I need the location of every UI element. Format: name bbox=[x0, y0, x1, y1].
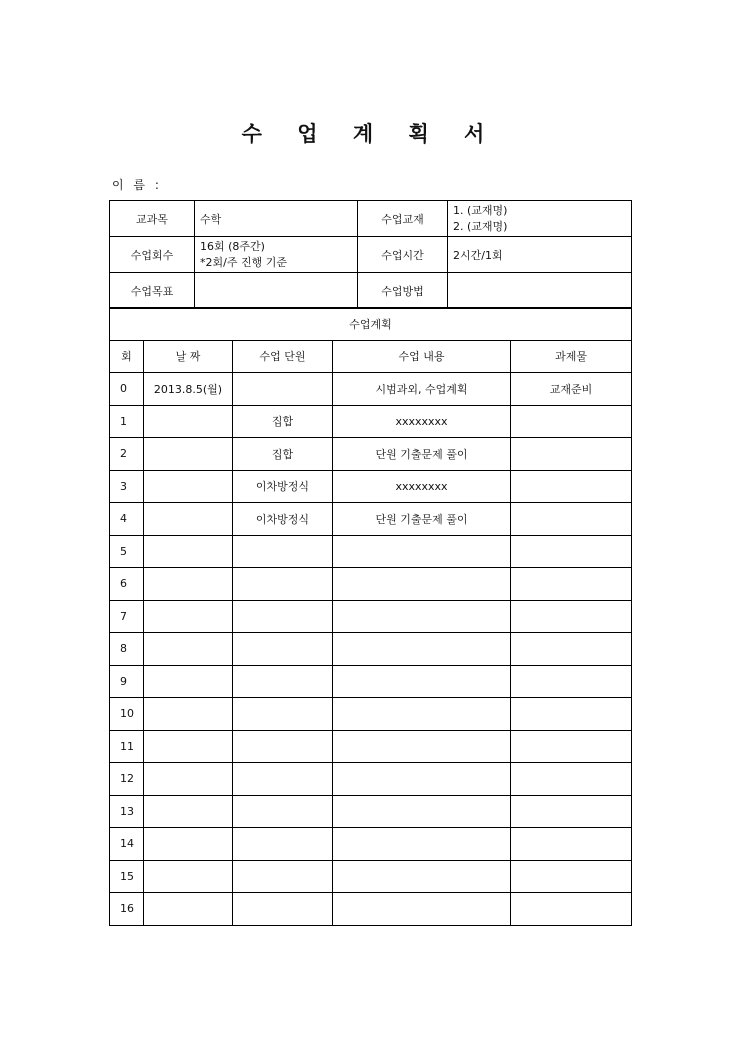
cell-unit[interactable] bbox=[233, 828, 333, 861]
cell-unit[interactable] bbox=[233, 893, 333, 926]
goal-label: 수업목표 bbox=[110, 273, 195, 309]
header-homework: 과제물 bbox=[511, 340, 632, 373]
table-row bbox=[110, 763, 632, 796]
table-row bbox=[110, 633, 632, 666]
cell-unit[interactable] bbox=[233, 373, 333, 406]
table-row bbox=[110, 730, 632, 763]
cell-unit[interactable] bbox=[233, 698, 333, 731]
cell-content[interactable] bbox=[333, 698, 511, 731]
cell-date[interactable] bbox=[144, 503, 233, 536]
plan-body bbox=[110, 373, 632, 926]
cell-date[interactable] bbox=[144, 893, 233, 926]
table-row bbox=[110, 503, 632, 536]
cell-no: 8 bbox=[110, 633, 144, 666]
cell-no: 3 bbox=[110, 470, 144, 503]
cell-homework[interactable]: 교재준비 bbox=[511, 373, 632, 406]
sessions-label: 수업회수 bbox=[110, 237, 195, 273]
cell-content[interactable] bbox=[333, 795, 511, 828]
cell-no: 10 bbox=[110, 698, 144, 731]
cell-content[interactable]: xxxxxxxx bbox=[333, 470, 511, 503]
cell-unit[interactable]: 이차방정식 bbox=[233, 470, 333, 503]
info-row-sessions bbox=[110, 237, 632, 273]
cell-homework[interactable] bbox=[511, 535, 632, 568]
cell-unit[interactable]: 집합 bbox=[233, 438, 333, 471]
cell-date[interactable] bbox=[144, 405, 233, 438]
name-label: 이 름 : bbox=[112, 178, 162, 192]
method-label: 수업방법 bbox=[358, 273, 448, 309]
sessions-line-1: 16회 (8주간) bbox=[200, 239, 265, 253]
textbook-value bbox=[448, 201, 632, 237]
method-value[interactable] bbox=[448, 273, 632, 309]
cell-content[interactable]: xxxxxxxx bbox=[333, 405, 511, 438]
cell-no: 7 bbox=[110, 600, 144, 633]
info-table bbox=[109, 200, 632, 309]
cell-no: 5 bbox=[110, 535, 144, 568]
cell-no: 1 bbox=[110, 405, 144, 438]
cell-date[interactable]: 2013.8.5(월) bbox=[144, 373, 233, 406]
info-row-subject bbox=[110, 201, 632, 237]
header-no: 회 bbox=[110, 340, 144, 373]
cell-date[interactable] bbox=[144, 698, 233, 731]
cell-content[interactable] bbox=[333, 535, 511, 568]
table-row bbox=[110, 795, 632, 828]
table-row bbox=[110, 568, 632, 601]
cell-content[interactable] bbox=[333, 730, 511, 763]
textbook-line-2: 2. (교재명) bbox=[453, 219, 508, 233]
cell-homework[interactable] bbox=[511, 405, 632, 438]
table-row bbox=[110, 893, 632, 926]
cell-no: 6 bbox=[110, 568, 144, 601]
textbook-label: 수업교재 bbox=[358, 201, 448, 237]
table-row bbox=[110, 828, 632, 861]
cell-date[interactable] bbox=[144, 665, 233, 698]
cell-content[interactable]: 단원 기출문제 풀이 bbox=[333, 503, 511, 536]
cell-date[interactable] bbox=[144, 535, 233, 568]
table-row bbox=[110, 600, 632, 633]
cell-unit[interactable] bbox=[233, 568, 333, 601]
cell-content[interactable] bbox=[333, 568, 511, 601]
cell-no: 12 bbox=[110, 763, 144, 796]
cell-homework[interactable] bbox=[511, 698, 632, 731]
cell-content[interactable] bbox=[333, 763, 511, 796]
textbook-line-1: 1. (교재명) bbox=[453, 203, 508, 217]
cell-homework[interactable] bbox=[511, 503, 632, 536]
cell-homework[interactable] bbox=[511, 795, 632, 828]
info-row-goal bbox=[110, 273, 632, 309]
cell-date[interactable] bbox=[144, 568, 233, 601]
table-row bbox=[110, 405, 632, 438]
cell-unit[interactable] bbox=[233, 633, 333, 666]
cell-homework[interactable] bbox=[511, 665, 632, 698]
cell-unit[interactable]: 집합 bbox=[233, 405, 333, 438]
cell-no: 15 bbox=[110, 860, 144, 893]
cell-date[interactable] bbox=[144, 600, 233, 633]
cell-content[interactable] bbox=[333, 828, 511, 861]
cell-homework[interactable] bbox=[511, 438, 632, 471]
cell-date[interactable] bbox=[144, 828, 233, 861]
sessions-value bbox=[195, 237, 358, 273]
subject-value: 수학 bbox=[195, 201, 358, 237]
plan-table bbox=[109, 307, 632, 926]
cell-content[interactable]: 시범과외, 수업계획 bbox=[333, 373, 511, 406]
table-row bbox=[110, 373, 632, 406]
cell-homework[interactable] bbox=[511, 828, 632, 861]
cell-date[interactable] bbox=[144, 438, 233, 471]
header-content: 수업 내용 bbox=[333, 340, 511, 373]
sessions-line-2: *2회/주 진행 기준 bbox=[200, 255, 287, 269]
cell-date[interactable] bbox=[144, 763, 233, 796]
cell-homework[interactable] bbox=[511, 600, 632, 633]
cell-unit[interactable] bbox=[233, 535, 333, 568]
page-title: 수 업 계 획 서 bbox=[241, 121, 499, 146]
cell-content[interactable]: 단원 기출문제 풀이 bbox=[333, 438, 511, 471]
cell-unit[interactable] bbox=[233, 730, 333, 763]
table-row bbox=[110, 698, 632, 731]
cell-no: 16 bbox=[110, 893, 144, 926]
cell-no: 0 bbox=[110, 373, 144, 406]
cell-date[interactable] bbox=[144, 470, 233, 503]
cell-homework[interactable] bbox=[511, 860, 632, 893]
cell-date[interactable] bbox=[144, 795, 233, 828]
time-label: 수업시간 bbox=[358, 237, 448, 273]
header-unit: 수업 단원 bbox=[233, 340, 333, 373]
header-date: 날 짜 bbox=[144, 340, 233, 373]
table-row bbox=[110, 535, 632, 568]
cell-no: 13 bbox=[110, 795, 144, 828]
cell-content[interactable] bbox=[333, 633, 511, 666]
goal-value[interactable] bbox=[195, 273, 358, 309]
plan-header-row bbox=[110, 340, 632, 373]
subject-label: 교과목 bbox=[110, 201, 195, 237]
cell-content[interactable] bbox=[333, 860, 511, 893]
table-row bbox=[110, 860, 632, 893]
cell-no: 9 bbox=[110, 665, 144, 698]
table-row bbox=[110, 470, 632, 503]
cell-homework[interactable] bbox=[511, 730, 632, 763]
cell-unit[interactable]: 이차방정식 bbox=[233, 503, 333, 536]
cell-no: 11 bbox=[110, 730, 144, 763]
cell-homework[interactable] bbox=[511, 893, 632, 926]
table-row bbox=[110, 438, 632, 471]
cell-homework[interactable] bbox=[511, 763, 632, 796]
plan-section-title-row bbox=[110, 308, 632, 341]
cell-homework[interactable] bbox=[511, 470, 632, 503]
plan-section-title: 수업계획 bbox=[110, 308, 632, 341]
cell-homework[interactable] bbox=[511, 568, 632, 601]
cell-no: 14 bbox=[110, 828, 144, 861]
cell-content[interactable] bbox=[333, 893, 511, 926]
cell-date[interactable] bbox=[144, 730, 233, 763]
cell-no: 4 bbox=[110, 503, 144, 536]
cell-unit[interactable] bbox=[233, 860, 333, 893]
cell-no: 2 bbox=[110, 438, 144, 471]
cell-homework[interactable] bbox=[511, 633, 632, 666]
cell-date[interactable] bbox=[144, 633, 233, 666]
cell-date[interactable] bbox=[144, 860, 233, 893]
cell-unit[interactable] bbox=[233, 795, 333, 828]
cell-unit[interactable] bbox=[233, 600, 333, 633]
cell-unit[interactable] bbox=[233, 763, 333, 796]
cell-content[interactable] bbox=[333, 665, 511, 698]
table-row bbox=[110, 665, 632, 698]
cell-content[interactable] bbox=[333, 600, 511, 633]
time-value: 2시간/1회 bbox=[448, 237, 632, 273]
cell-unit[interactable] bbox=[233, 665, 333, 698]
